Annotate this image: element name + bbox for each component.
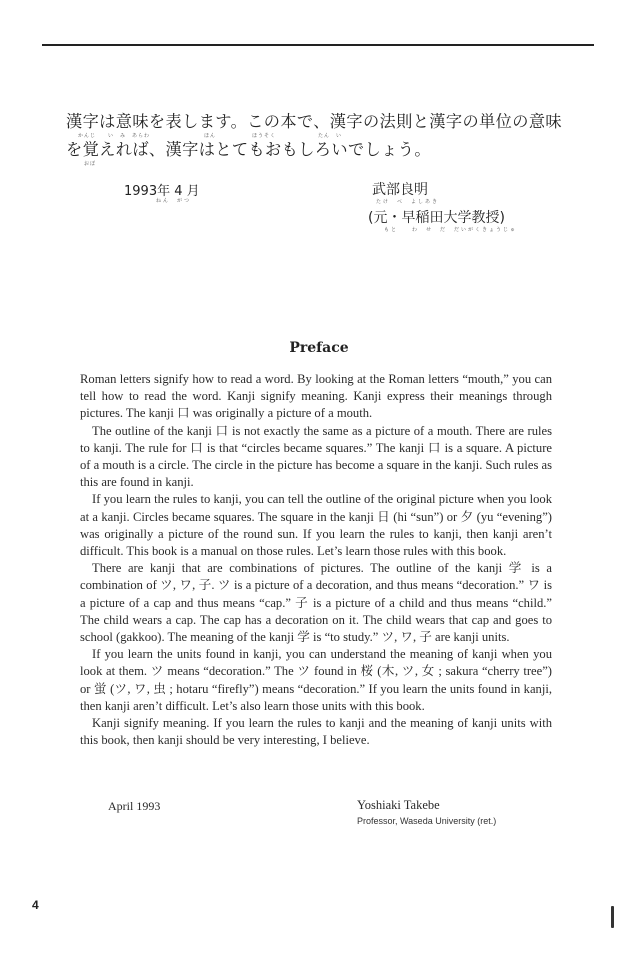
japanese-intro-line-1: 漢字は意味を表します。この本で、漢字の法則と漢字の単位の意味 — [66, 112, 563, 131]
scan-mark — [611, 906, 614, 928]
japanese-intro — [66, 112, 570, 168]
signature-title: Professor, Waseda University (ret.) — [357, 816, 497, 826]
japanese-author-furigana: たけ べ よしあき — [376, 199, 440, 205]
top-rule — [42, 44, 594, 46]
preface-paragraph-2: The outline of the kanji 口 is not exactly the same as a picture of a mouth. There are rules to kanji. The rule for 口 is that “circles became squares.” The kanji 口 is a square. A picture of a mouth is a circle. The circle in the picture has become a square in the kanji. Such rules as this are found in kanji. — [80, 423, 552, 490]
japanese-author-affiliation: (元・早稲田大学教授) — [368, 210, 505, 226]
japanese-intro-line-2: を覚えれば、漢字はとてもおもしろいでしょう。 — [66, 140, 431, 159]
preface-paragraph-6: Kanji signify meaning. If you learn the rules to kanji and the meaning of kanji units with this book, then kanji should be very interesting, I believe. — [80, 716, 552, 748]
japanese-date: 1993年 4 月 — [124, 184, 200, 199]
preface-paragraph-4: There are kanji that are combinations of pictures. The outline of the kanji 学 is a combination of ツ, ワ, 子. ツ is a picture of a decoration, and thus means “decoration.” ワ is a picture of a cap and thus means “cap.” 子 is a picture of a child and thus means “child.” The child wears a cap. The cap has a decoration on it. The child wears that cap and goes to school (gakkoo). The meaning of the kanji 学 is “to study.” ツ, ワ, 子 are kanji units. — [80, 561, 552, 645]
signature-name: Yoshiaki Takebe — [357, 798, 440, 812]
preface-paragraph-1: Roman letters signify how to read a word. By looking at the Roman letters “mouth,” you can tell how to read the word. Kanji signify meaning. Kanji express their meanings through pictures. The kanji 口 was originally a picture of a mouth. — [80, 372, 552, 421]
preface-body — [80, 371, 552, 749]
page-number: 4 — [32, 898, 39, 912]
preface-title: Preface — [289, 340, 349, 356]
japanese-affiliation-furigana: もと わ せ だ だいがくきょうじゅ — [384, 227, 518, 233]
japanese-intro-line-1-furigana: かんじ い み あらわ ほん ほうそく たん い — [78, 133, 343, 139]
signature-date: April 1993 — [108, 799, 161, 813]
preface-paragraph-3: If you learn the rules to kanji, you can tell the outline of the original picture when you look at a kanji. Circles became squares. The square in the kanji 日 (hi “sun”) or 夕 (yu “evening”) was originally a picture of the round sun. If you learn the rules to kanji, then kanji aren’t difficult. This book is a manual on those rules. Let’s learn those rules with this book. — [80, 492, 552, 559]
japanese-author-name: 武部良明 — [372, 182, 428, 198]
japanese-date-furigana: ねん がつ — [156, 198, 192, 204]
preface-paragraph-5: If you learn the units found in kanji, you can understand the meaning of kanji when you look at them. ツ means “decoration.” The ツ found in 桜 (木, ツ, 女 ; sakura “cherry tree”) or 蛍 (ツ, ワ, 虫 ; hotaru “firefly”) means “decoration.” If you learn the units found in kanji, then kanji aren’t difficult. Let’s also learn those units with this book. — [80, 647, 552, 713]
japanese-intro-line-2-furigana: おぼ — [84, 161, 97, 167]
